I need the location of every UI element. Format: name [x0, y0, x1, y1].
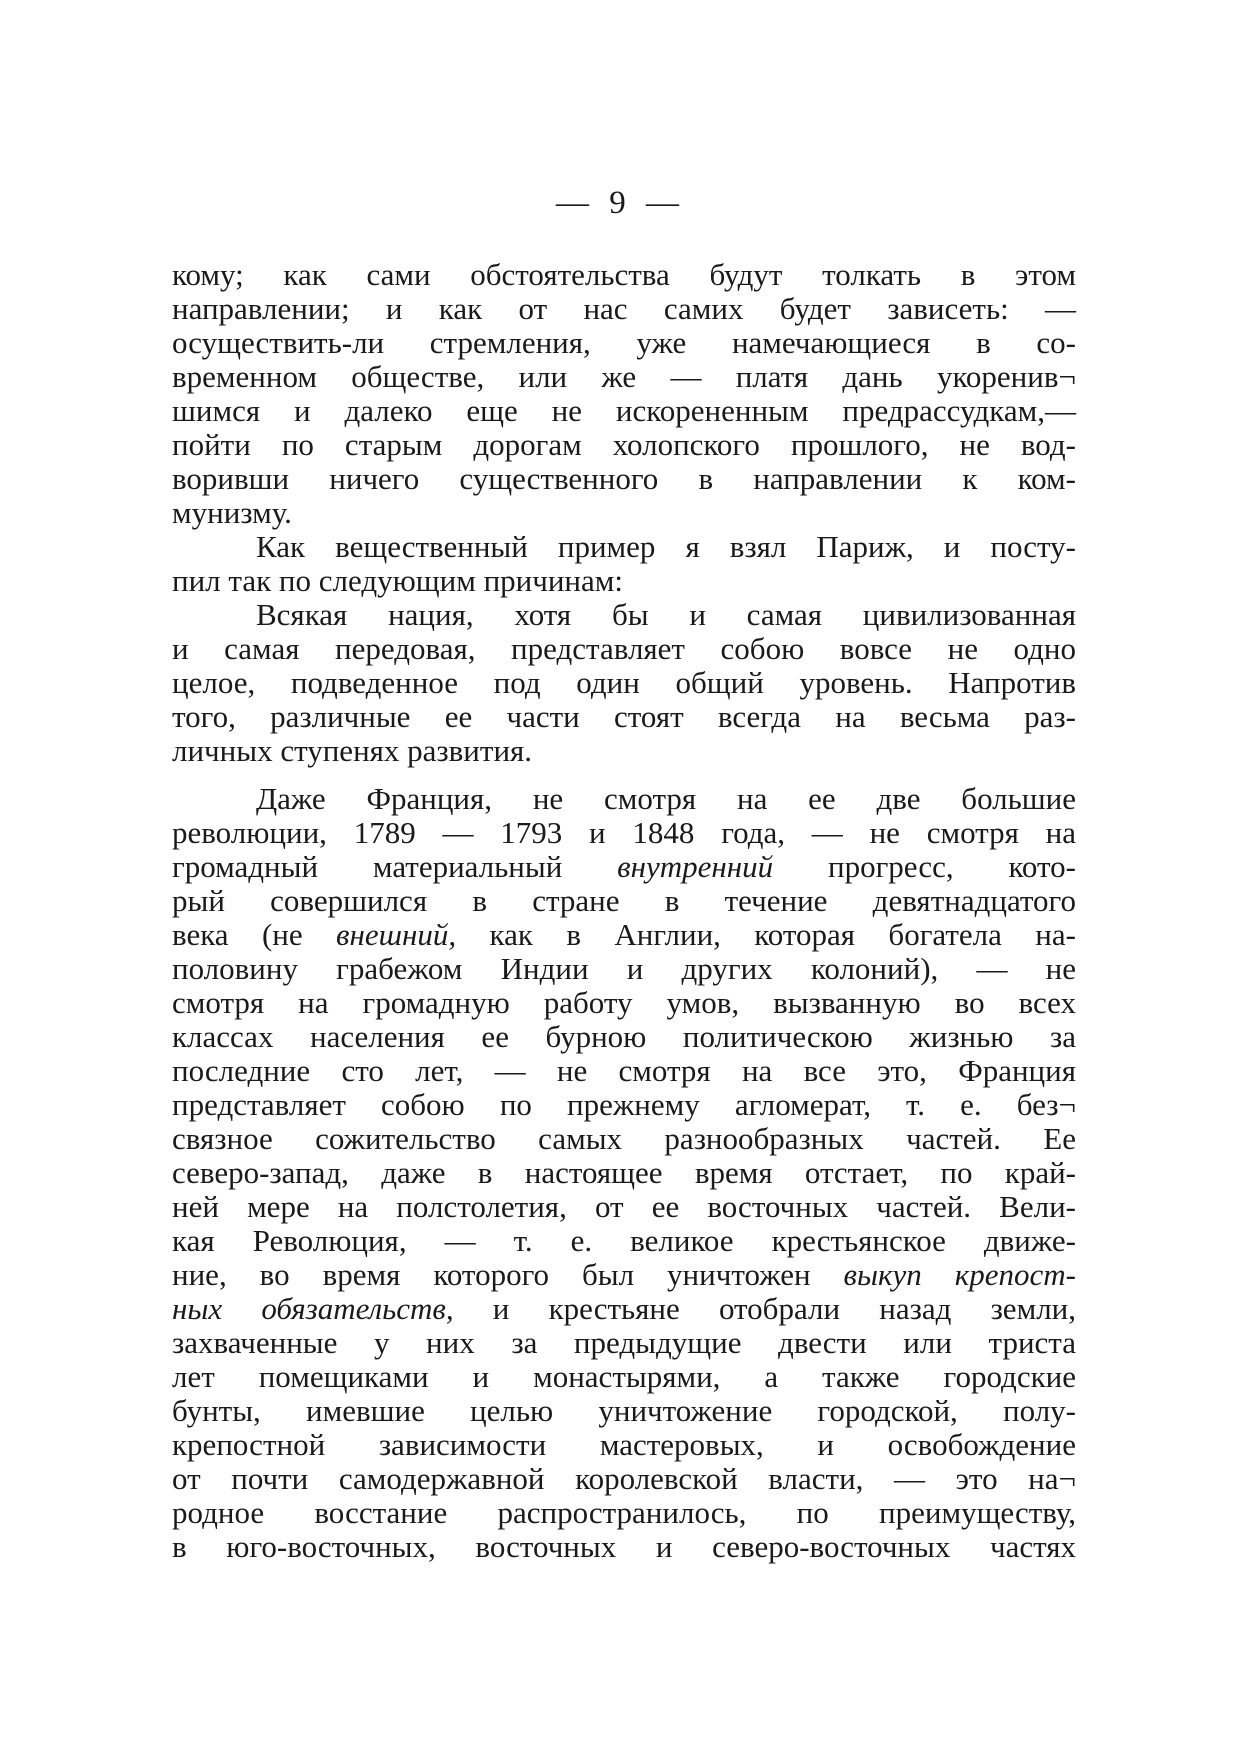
- text-line: пил так по следующим причинам:: [172, 563, 624, 598]
- text-line: осуществить-ли стремления, уже намечающиеся в со-: [172, 325, 1076, 360]
- text-line: северо-запад, даже в настоящее время отстает, по край-: [172, 1155, 1076, 1190]
- text-line: временном обществе, или же — платя дань укоренив¬: [172, 359, 1076, 394]
- text-line: революции, 1789 — 1793 и 1848 года, — не смотря на: [172, 815, 1076, 850]
- text-line: [172, 1258, 1076, 1292]
- text-line: Как вещественный пример я взял Париж, и посту-: [256, 529, 1076, 564]
- text-line: направлении; и как от нас самих будет зависеть: —: [172, 291, 1076, 326]
- text-line: лет помещиками и монастырями, а также городские: [172, 1359, 1076, 1394]
- italic-fragment: внутренний: [617, 849, 774, 884]
- page-number: — 9 —: [556, 185, 685, 221]
- paragraph-4: [172, 782, 1076, 1564]
- text-fragment: века (не: [172, 917, 337, 952]
- text-line: последние сто лет, — не смотря на все это, Франция: [172, 1053, 1076, 1088]
- text-line: связное сожительство самых разнообразных частей. Ее: [172, 1121, 1076, 1156]
- paragraph-3: [172, 598, 1076, 768]
- text-line: [172, 918, 1076, 952]
- text-line: кая Революция, — т. е. великое крестьянское движе-: [172, 1223, 1076, 1258]
- text-line: пойти по старым дорогам холопского прошлого, не вод-: [172, 427, 1076, 462]
- text-line: рый совершился в стране в течение девятнадцатого: [172, 883, 1076, 918]
- text-line: крепостной зависимости мастеровых, и освобождение: [172, 1427, 1076, 1462]
- text-fragment: как в Англии, которая богатела на-: [456, 917, 1076, 952]
- text-fragment: и крестьяне отобрали назад земли,: [453, 1291, 1076, 1326]
- italic-fragment: внешний,: [336, 917, 457, 952]
- text-line: в юго-восточных, восточных и северо-восточных частях: [172, 1529, 1076, 1564]
- text-fragment: громадный материальный: [172, 849, 618, 884]
- italic-fragment: выкуп крепост-: [843, 1257, 1076, 1292]
- text-line: ней мере на полстолетия, от ее восточных частей. Вели-: [172, 1189, 1076, 1224]
- text-line: воривши ничего существенного в направлении к ком-: [172, 461, 1076, 496]
- text-line: классах населения ее бурною политическою жизнью за: [172, 1019, 1076, 1054]
- paragraph-1: [172, 258, 1076, 530]
- text-line: представляет собою по прежнему агломерат, т. е. без¬: [172, 1087, 1076, 1122]
- text-line: захваченные у них за предыдущие двести или триста: [172, 1325, 1076, 1360]
- text-line: [172, 850, 1076, 884]
- text-line: личных ступенях развития.: [172, 733, 533, 768]
- text-line: от почти самодержавной королевской власти, — это на¬: [172, 1461, 1076, 1496]
- paragraph-2: [172, 530, 1076, 598]
- text-line: [172, 1292, 1076, 1326]
- text-fragment: ние, во время которого был уничтожен: [172, 1257, 844, 1292]
- text-line: шимся и далеко еще не искорененным предрассудкам,—: [172, 393, 1076, 428]
- text-line: того, различные ее части стоят всегда на весьма раз-: [172, 699, 1076, 734]
- text-line: половину грабежом Индии и других колоний), — не: [172, 951, 1076, 986]
- text-fragment: прогресс, кото-: [773, 849, 1076, 884]
- text-line: мунизму.: [172, 495, 292, 530]
- body-text: [172, 258, 1076, 1564]
- italic-fragment: ных обязательств,: [172, 1291, 454, 1326]
- text-line: родное восстание распространилось, по преимуществу,: [172, 1495, 1076, 1530]
- text-line: бунты, имевшие целью уничтожение городской, полу-: [172, 1393, 1076, 1428]
- text-line: и самая передовая, представляет собою вовсе не одно: [172, 631, 1076, 666]
- text-line: Даже Франция, не смотря на ее две большие: [256, 781, 1076, 816]
- text-line: кому; как сами обстоятельства будут толкать в этом: [172, 257, 1076, 292]
- text-line: смотря на громадную работу умов, вызванную во всех: [172, 985, 1076, 1020]
- text-line: Всякая нация, хотя бы и самая цивилизованная: [256, 597, 1076, 632]
- text-line: целое, подведенное под один общий уровень. Напротив: [172, 665, 1076, 700]
